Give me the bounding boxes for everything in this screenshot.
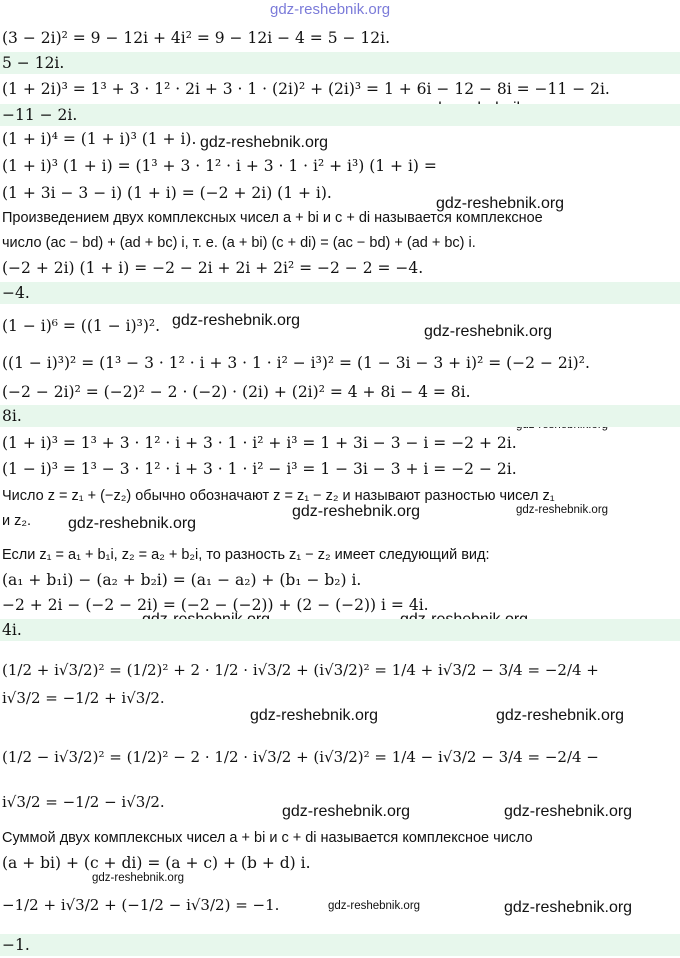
watermark: gdz-reshebnik.org [92, 872, 185, 884]
answer-line: −1. [0, 934, 680, 956]
watermark: gdz-reshebnik.org [496, 707, 625, 724]
equation-line: (1 − i)³ = 1³ − 3 · 1² · i + 3 · 1 · i² − i³ = 1 − 3i − 3 + i = −2 − 2i. [2, 460, 517, 478]
equation-line: (1 + i)³ (1 + i) = (1³ + 3 · 1² · i + 3 · 1 · i² + i³) (1 + i) = [2, 157, 437, 175]
text-line: и z₂. [2, 513, 32, 529]
equation-line: (−2 − 2i)² = (−2)² − 2 · (−2) · (2i) + (2i)² = 4 + 8i − 4 = 8i. [2, 383, 471, 401]
equation-line: (1/2 + i√3/2)² = (1/2)² + 2 · 1/2 · i√3/2 + (i√3/2)² = 1/4 + i√3/2 − 3/4 = −2/4 + [2, 661, 599, 679]
equation-line: (−2 + 2i) (1 + i) = −2 − 2i + 2i + 2i² = −2 − 2 = −4. [2, 259, 424, 277]
equation-line: i√3/2 = −1/2 − i√3/2. [2, 793, 165, 811]
answer-line: −11 − 2i. [0, 104, 680, 126]
watermark: gdz-reshebnik.org [200, 134, 329, 151]
watermark: gdz-reshebnik.org [436, 195, 565, 212]
watermark: gdz-reshebnik.org [504, 803, 633, 820]
watermark: gdz-reshebnik.org [172, 312, 301, 329]
equation-line: (1/2 − i√3/2)² = (1/2)² − 2 · 1/2 · i√3/2 + (i√3/2)² = 1/4 − i√3/2 − 3/4 = −2/4 − [2, 748, 599, 766]
watermark: gdz-reshebnik.org [68, 515, 197, 532]
answer-line: −4. [0, 282, 680, 304]
watermark: gdz-reshebnik.org [328, 900, 421, 912]
watermark: gdz-reshebnik.org [250, 707, 379, 724]
watermark-top: gdz-reshebnik.org [270, 1, 391, 18]
text-line: число (ac − bd) + (ad + bc) i, т. е. (a + bi) (c + di) = (ac − bd) + (ad + bc) i. [2, 235, 476, 251]
equation-line: (1 + 2i)³ = 1³ + 3 · 1² · 2i + 3 · 1 · (2i)² + (2i)³ = 1 + 6i − 12 − 8i = −11 − 2i. [2, 80, 610, 98]
watermark: gdz-reshebnik.org [424, 323, 553, 340]
equation-line: (3 − 2i)² = 9 − 12i + 4i² = 9 − 12i − 4 = 5 − 12i. [2, 29, 391, 47]
equation-line: (1 − i)⁶ = ((1 − i)³)². [2, 317, 161, 335]
answer-line: 5 − 12i. [0, 52, 680, 74]
answer-line: 4i. [0, 619, 680, 641]
equation-line: i√3/2 = −1/2 + i√3/2. [2, 689, 165, 707]
equation-line: −1/2 + i√3/2 + (−1/2 − i√3/2) = −1. [2, 896, 280, 914]
text-line: Если z₁ = a₁ + b₁i, z₂ = a₂ + b₂i, то разность z₁ − z₂ имеет следующий вид: [2, 547, 490, 563]
equation-line: (1 + i)⁴ = (1 + i)³ (1 + i). [2, 130, 197, 148]
equation-line: −2 + 2i − (−2 − 2i) = (−2 − (−2)) + (2 − (−2)) i = 4i. [2, 596, 429, 614]
watermark: gdz-reshebnik.org [282, 803, 411, 820]
equation-line: (a₁ + b₁i) − (a₂ + b₂i) = (a₁ − a₂) + (b₁ − b₂) i. [2, 571, 362, 589]
text-line: Суммой двух комплексных чисел a + bi и c + di называется комплексное число [2, 830, 533, 846]
text-line: Число z = z₁ + (−z₂) обычно обозначают z = z₁ − z₂ и называют разностью чисел z₁ [2, 488, 555, 504]
equation-line: (a + bi) + (c + di) = (a + c) + (b + d) i. [2, 854, 311, 872]
equation-line: (1 + i)³ = 1³ + 3 · 1² · i + 3 · 1 · i² + i³ = 1 + 3i − 3 − i = −2 + 2i. [2, 434, 517, 452]
answer-line: 8i. [0, 405, 680, 427]
watermark: gdz-reshebnik.org [292, 503, 421, 520]
equation-line: ((1 − i)³)² = (1³ − 3 · 1² · i + 3 · 1 · i² − i³)² = (1 − 3i − 3 + i)² = (−2 − 2i)². [2, 354, 590, 372]
text-line: Произведением двух комплексных чисел a + bi и c + di называется комплексное [2, 210, 543, 226]
watermark: gdz-reshebnik.org [516, 504, 609, 516]
equation-line: (1 + 3i − 3 − i) (1 + i) = (−2 + 2i) (1 + i). [2, 184, 332, 202]
watermark: gdz-reshebnik.org [504, 899, 633, 916]
